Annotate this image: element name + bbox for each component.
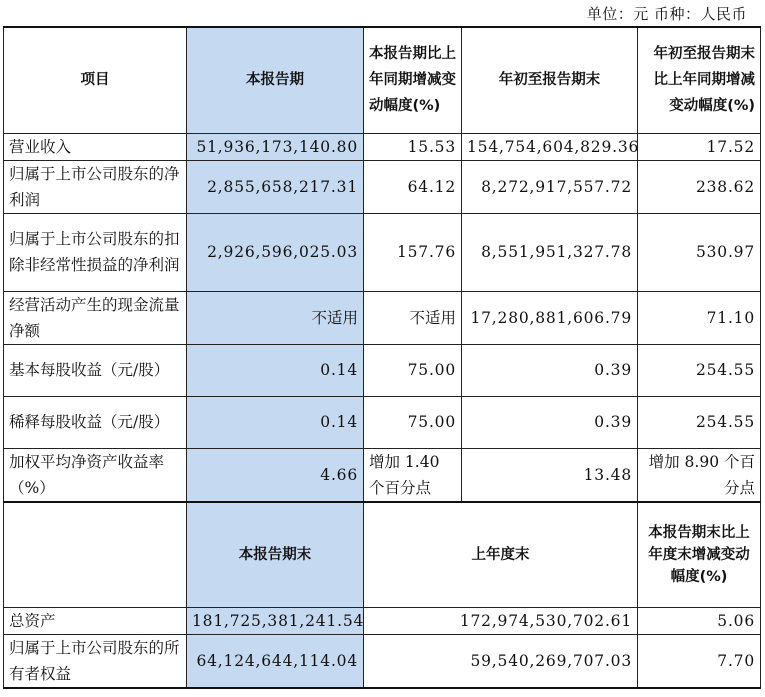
row-change: 5.06 — [638, 608, 761, 635]
row-ytd: 8,272,917,557.72 — [462, 160, 638, 213]
row-ytd-change: 增加 8.90 个百分点 — [638, 448, 761, 502]
row-change: 增加 1.40 个百分点 — [364, 448, 462, 502]
row-item: 总资产 — [4, 608, 187, 635]
row-item: 基本每股收益（元/股） — [4, 344, 187, 396]
header-item: 项目 — [4, 27, 187, 133]
table-row — [4, 396, 761, 448]
row-item: 加权平均净资产收益率（%） — [4, 448, 187, 502]
header-period-end: 本报告期末 — [187, 502, 364, 608]
row-change: 157.76 — [364, 213, 462, 291]
row-ytd: 0.39 — [462, 396, 638, 448]
row-ytd-change: 530.97 — [638, 213, 761, 291]
row-item: 经营活动产生的现金流量净额 — [4, 291, 187, 344]
row-current: 不适用 — [187, 291, 364, 344]
table-row — [4, 448, 761, 502]
header-last-year-end: 上年度末 — [364, 502, 638, 608]
row-ytd-change: 254.55 — [638, 396, 761, 448]
row-item: 稀释每股收益（元/股） — [4, 396, 187, 448]
header-period-end-change: 本报告期末比上年度末增减变动幅度(%) — [638, 502, 761, 608]
row-period-end: 181,725,381,241.54 — [187, 608, 364, 635]
financial-data-table — [3, 26, 761, 689]
header-row-2 — [4, 502, 761, 608]
table-row — [4, 291, 761, 344]
row-item: 归属于上市公司股东的扣除非经常性损益的净利润 — [4, 213, 187, 291]
row-ytd: 13.48 — [462, 448, 638, 502]
row-ytd: 0.39 — [462, 344, 638, 396]
row-last-year-end: 59,540,269,707.03 — [364, 635, 638, 689]
row-item: 归属于上市公司股东的所有者权益 — [4, 635, 187, 689]
table-row — [4, 133, 761, 160]
row-change: 75.00 — [364, 344, 462, 396]
row-ytd: 8,551,951,327.78 — [462, 213, 638, 291]
header-ytd: 年初至报告期末 — [462, 27, 638, 133]
row-last-year-end: 172,974,530,702.61 — [364, 608, 638, 635]
table-row — [4, 160, 761, 213]
row-change: 7.70 — [638, 635, 761, 689]
row-ytd: 154,754,604,829.36 — [462, 133, 638, 160]
row-ytd-change: 17.52 — [638, 133, 761, 160]
row-change: 不适用 — [364, 291, 462, 344]
row-ytd-change: 254.55 — [638, 344, 761, 396]
table-row — [4, 608, 761, 635]
table-row — [4, 344, 761, 396]
row-period-end: 64,124,644,114.04 — [187, 635, 364, 689]
row-change: 64.12 — [364, 160, 462, 213]
row-change: 75.00 — [364, 396, 462, 448]
row-ytd: 17,280,881,606.79 — [462, 291, 638, 344]
row-item: 归属于上市公司股东的净利润 — [4, 160, 187, 213]
row-ytd-change: 238.62 — [638, 160, 761, 213]
unit-currency-label: 单位：元 币种：人民币 — [586, 5, 747, 23]
row-current: 2,926,596,025.03 — [187, 213, 364, 291]
row-current: 4.66 — [187, 448, 364, 502]
row-current: 2,855,658,217.31 — [187, 160, 364, 213]
row-item: 营业收入 — [4, 133, 187, 160]
row-current: 0.14 — [187, 396, 364, 448]
header-ytd-change: 年初至报告期末比上年同期增减变动幅度(%) — [638, 27, 761, 133]
header-row-1 — [4, 27, 761, 133]
table-row — [4, 213, 761, 291]
row-current: 51,936,173,140.80 — [187, 133, 364, 160]
row-change: 15.53 — [364, 133, 462, 160]
header2-blank — [4, 502, 187, 608]
table-row — [4, 635, 761, 689]
header-yoy-change: 本报告期比上年同期增减变动幅度(%) — [364, 27, 462, 133]
row-ytd-change: 71.10 — [638, 291, 761, 344]
row-current: 0.14 — [187, 344, 364, 396]
header-current-period: 本报告期 — [187, 27, 364, 133]
